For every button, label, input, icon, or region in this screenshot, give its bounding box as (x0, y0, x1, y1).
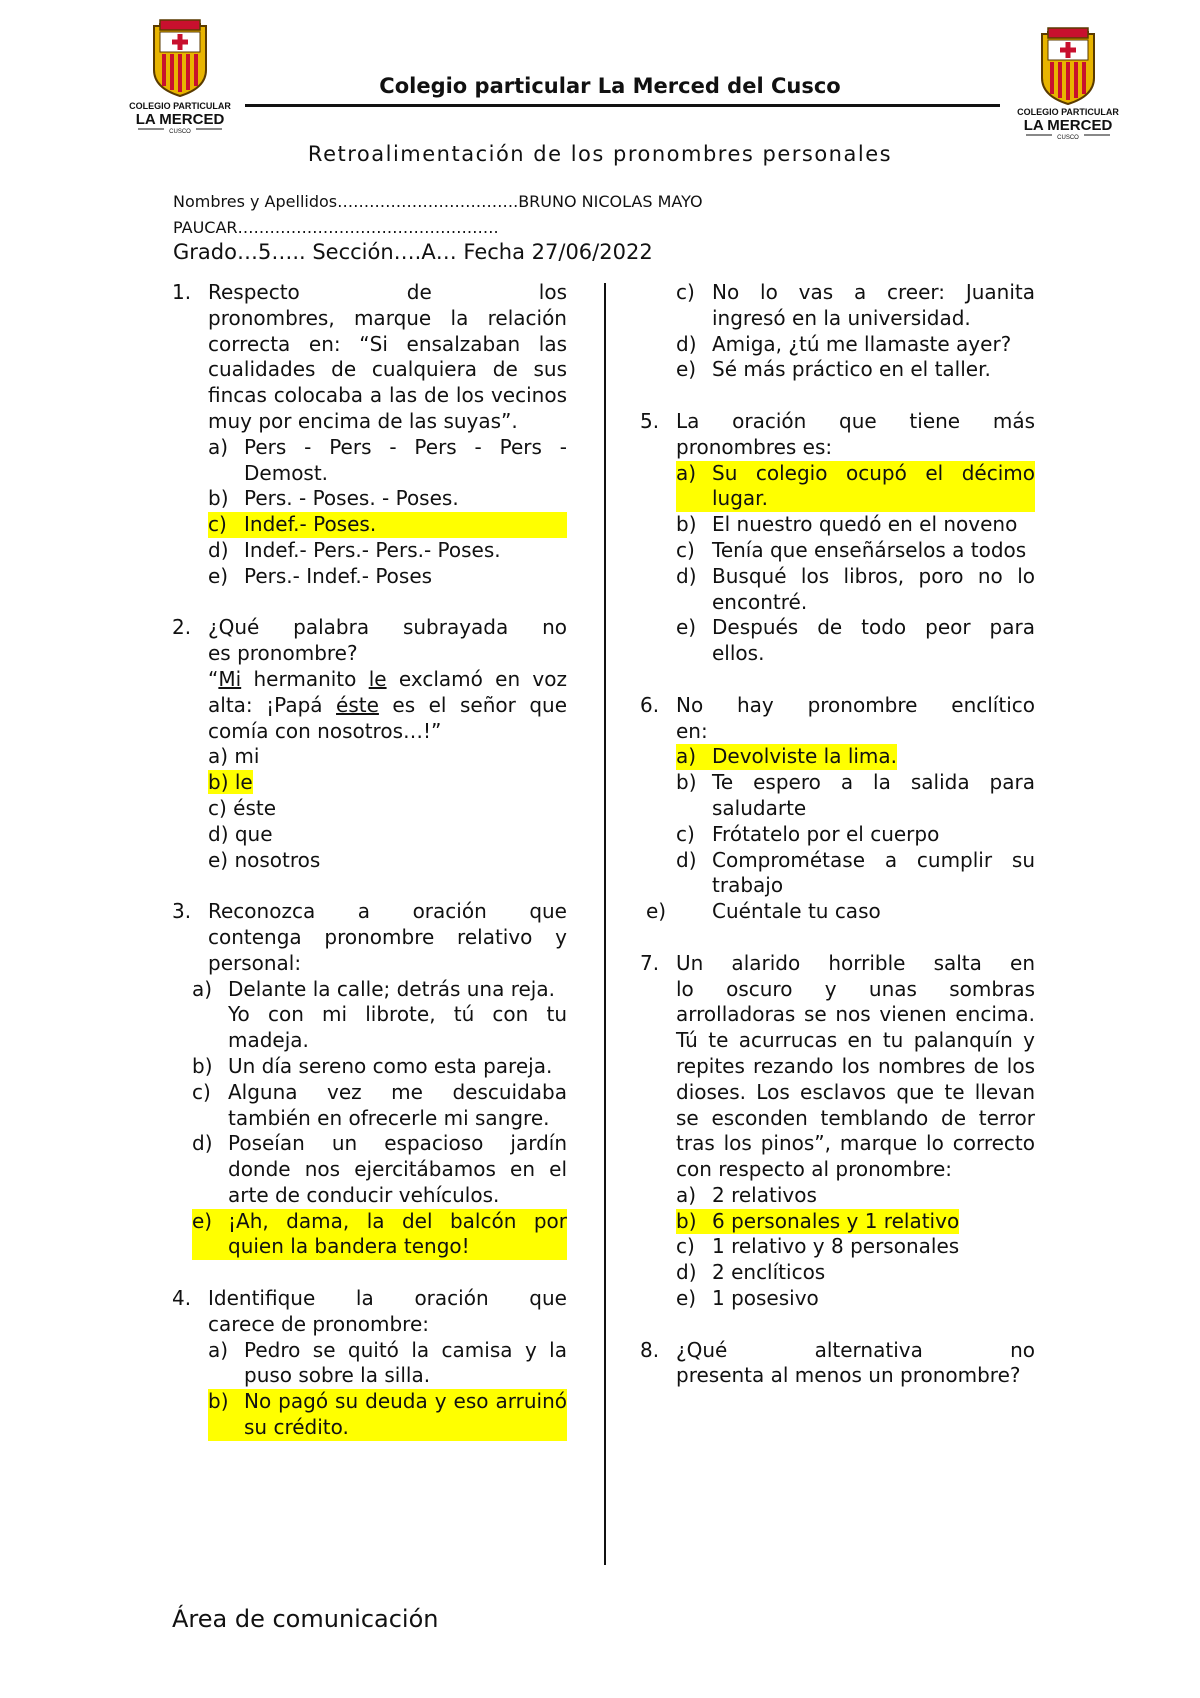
question-header (640, 951, 1035, 977)
question-number: 4. (172, 1286, 192, 1311)
option-b: b) El nuestro quedó en el noveno (676, 512, 1018, 537)
question-text: lo oscuro y unas sombras arrolladoras se nos vienen encima. Tú te acurrucas en tu palanquín y repites rezando los nombres de los dioses. Los esclavos que te llevan se esconden temblando de terror tras los pinos”, marque lo correcto con respecto al pronombre: (676, 976, 1035, 1182)
option-c-selected: c) Indef.- Poses. (208, 512, 567, 538)
question-number: 8. (640, 1337, 660, 1362)
question-head-text: Identifique la oración que (208, 1286, 567, 1311)
question-text: es pronombre? (208, 641, 358, 666)
option-c: c) 1 relativo y 8 personales (676, 1234, 960, 1259)
question-5 (640, 409, 1035, 667)
question-text: en: (676, 718, 708, 743)
question-header (172, 280, 567, 306)
option-b: b) Te espero a la salida para saludarte (676, 770, 1035, 820)
question-text: pronombres, marque la relación correcta en: “Si ensalzaban las cualidades de cualquiera de sus fincas colocaba a las de los vecinos muy por encima de las suyas”. (208, 305, 567, 433)
option-c: c) No lo vas a creer: Juanita ingresó en la universidad. (676, 280, 1035, 330)
option-b: b) Pers. - Poses. - Poses. (208, 486, 459, 511)
option-a: a) 2 relativos (676, 1182, 817, 1207)
option-e: e) nosotros (208, 847, 321, 872)
question-4-continued (676, 280, 1035, 383)
question-1 (172, 280, 567, 590)
option-b-selected: b) le (208, 770, 253, 795)
option-e-selected: e) ¡Ah, dama, la del balcón por quien la bandera tengo! (192, 1208, 567, 1259)
question-quote: “Mi hermanito le exclamó en voz alta: ¡Papá éste es el señor que comía con nosotros…!” (208, 666, 567, 743)
option-e: e) Cuéntale tu caso (646, 899, 881, 924)
left-column (172, 280, 567, 1441)
option-b-selected: b) No pagó su deuda y eso arruinó su crédito. (208, 1389, 567, 1440)
option-d: d) Comprométase a cumplir su trabajo (676, 847, 1035, 898)
question-text: contenga pronombre relativo y personal: (208, 924, 567, 975)
document-title: Retroalimentación de los pronombres personales (307, 142, 893, 166)
option-e: e) Después de todo peor para ellos. (676, 615, 1035, 666)
question-head-text: ¿Qué palabra subrayada no (208, 615, 567, 640)
logo-line3: CUSCO (1057, 135, 1079, 141)
question-number: 1. (172, 280, 192, 304)
question-head-text: ¿Qué alternativa no (676, 1337, 1035, 1362)
question-header (640, 1338, 1035, 1364)
logo-line1: COLEGIO PARTICULAR (129, 101, 231, 111)
question-text: carece de pronombre: (208, 1311, 429, 1336)
option-e: e) Pers.- Indef.- Poses (208, 563, 433, 588)
footer-area: Área de comunicación (172, 1605, 439, 1633)
underlined-word-le: le (368, 666, 387, 691)
school-logo-left (120, 16, 240, 136)
question-header (172, 899, 567, 925)
option-e: e) Sé más práctico en el taller. (676, 357, 991, 382)
option-d: d) Busqué los libros, poro no lo encontré. (676, 563, 1035, 614)
question-head-text: Respecto de los (208, 280, 567, 304)
logo-line1: COLEGIO PARTICULAR (1017, 107, 1119, 117)
school-logo-right (1008, 24, 1128, 142)
logo-line3: CUSCO (169, 129, 191, 135)
header-rule (245, 104, 1000, 107)
question-7 (640, 951, 1035, 1312)
question-head-text: Reconozca a oración que (208, 899, 567, 924)
option-c: c) Frótatelo por el cuerpo (676, 821, 940, 846)
option-a: a) mi (208, 744, 260, 769)
school-title: Colegio particular La Merced del Cusco (379, 74, 841, 98)
question-8 (640, 1338, 1035, 1390)
question-head-text: Un alarido horrible salta en (676, 950, 1035, 975)
right-column (640, 280, 1035, 1389)
question-header (640, 693, 1035, 719)
option-a-selected: a) Devolviste la lima. (676, 744, 898, 769)
underlined-word-este: éste (336, 692, 379, 717)
option-b: b) Un día sereno como esta pareja. (192, 1053, 553, 1078)
option-a-selected: a) Su colegio ocupó el décimo lugar. (676, 460, 1035, 511)
option-e: e) 1 posesivo (676, 1286, 819, 1311)
option-d: d) Indef.- Pers.- Pers.- Poses. (208, 537, 501, 562)
question-number: 3. (172, 899, 192, 924)
question-4 (172, 1286, 567, 1441)
question-2 (172, 615, 567, 873)
question-text: pronombres es: (676, 434, 833, 459)
question-6 (640, 693, 1035, 925)
grade-line: Grado…5….. Sección….A… Fecha 27/06/2022 (173, 240, 653, 264)
question-number: 2. (172, 615, 192, 640)
option-d: d) Amiga, ¿tú me llamaste ayer? (676, 331, 1012, 356)
logo-line2: LA MERCED (1023, 117, 1113, 134)
question-text: presenta al menos un pronombre? (676, 1363, 1021, 1388)
option-b-selected: b) 6 personales y 1 relativo (676, 1208, 960, 1233)
question-number: 6. (640, 692, 660, 717)
column-divider (604, 283, 606, 1565)
question-3 (172, 899, 567, 1260)
option-c: c) Alguna vez me descuidaba también en ofrecerle mi sangre. (192, 1079, 567, 1130)
question-header (640, 409, 1035, 435)
option-a: a) Delante la calle; detrás una reja. Yo con mi librote, tú con tu madeja. (192, 976, 567, 1053)
option-a: a) Pers - Pers - Pers - Pers - Demost. (208, 434, 567, 485)
option-d: d) que (208, 821, 273, 846)
student-name-line2: PAUCAR…………………………………………. (173, 218, 499, 237)
student-name-line1: Nombres y Apellidos…………………………….BRUNO NICOLAS MAYO (173, 192, 703, 211)
question-number: 5. (640, 408, 660, 433)
option-a: a) Pedro se quitó la camisa y la puso sobre la silla. (208, 1337, 567, 1388)
option-d: d) 2 enclíticos (676, 1260, 826, 1285)
logo-line2: LA MERCED (135, 111, 225, 128)
question-head-text: La oración que tiene más (676, 408, 1035, 433)
option-d: d) Poseían un espacioso jardín donde nos ejercitábamos en el arte de conducir vehículos. (192, 1131, 567, 1207)
question-header (172, 1286, 567, 1312)
option-c: c) Tenía que enseñárselos a todos (676, 537, 1027, 562)
underlined-word-mi: Mi (218, 666, 242, 691)
question-number: 7. (640, 950, 660, 975)
option-c: c) éste (208, 795, 277, 820)
question-head-text: No hay pronombre enclítico (676, 692, 1035, 717)
question-header (172, 615, 567, 641)
